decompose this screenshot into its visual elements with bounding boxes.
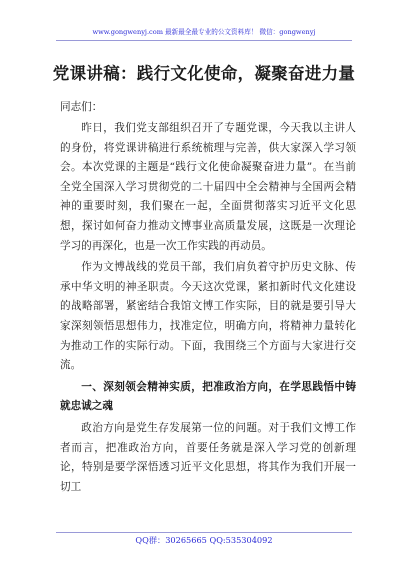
document-body xyxy=(60,97,356,499)
footer-contact[interactable]: QQ群：30265665 QQ:535304092 xyxy=(135,535,273,545)
salutation: 同志们： xyxy=(60,101,103,113)
document-title: 党课讲稿：践行文化使命，凝聚奋进力量 xyxy=(52,64,356,83)
footer-divider xyxy=(56,532,352,533)
section-heading: 一、深刻领会精神实质，把准政治方向，在学思践悟中铸就忠诚之魂 xyxy=(60,380,356,413)
section-paragraph: 政治方向是党生存发展第一位的问题。对于我们文博工作者而言，把准政治方向，首要任务就是深入学习党的创新理论，特别是要学深悟透习近平文化思想，将其作为我们开展一切工 xyxy=(60,421,356,493)
header-divider xyxy=(56,40,352,41)
body-paragraph-2: 作为文博战线的党员干部，我们肩负着守护历史文脉、传承中华文明的神圣职责。今天这次党课，紧扣新时代文化建设的战略部署，紧密结合我馆文博工作实际，目的就是要引导大家深刻领悟思想伟力，找准定位，明确方向，将精神力量转化为推动工作的实际行动。下面，我围绕三个方面与大家进行交流。 xyxy=(60,261,356,372)
body-paragraph-1: 昨日，我们党支部组织召开了专题党课，今天我以主讲人的身份，将党课讲稿进行系统梳理与完善，供大家深入学习领会。本次党课的主题是“践行文化使命凝聚奋进力量”。在当前全党全国深入学习贯彻党的二十届四中全会精神与全国两会精神的重要时刻，我们聚在一起，全面贯彻落实习近平文化思想，探讨如何奋力推动文博事业高质量发展，这既是一次理论学习的再深化，也是一次工作实践的再动员。 xyxy=(60,122,356,252)
header-banner[interactable]: www.gongwenyj.com 最新最全最专业的公文资料库！ 微信：gongwenyj xyxy=(92,28,316,36)
